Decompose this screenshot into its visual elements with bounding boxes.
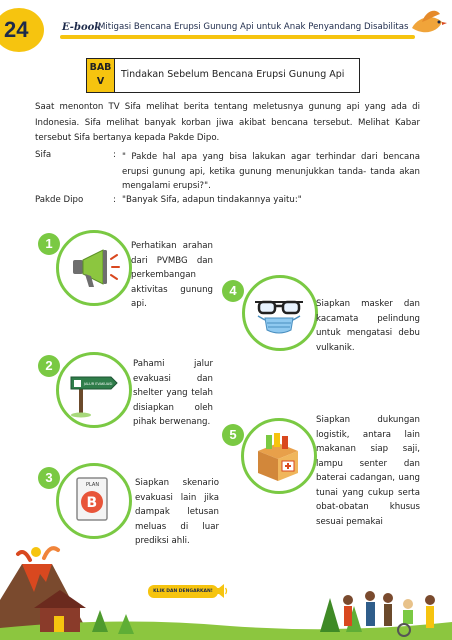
step-icon-ring xyxy=(56,463,132,539)
step-icon-ring xyxy=(56,352,132,428)
page-header xyxy=(0,0,452,58)
speaker-icon[interactable] xyxy=(214,583,228,599)
intro-paragraph: Saat menonton TV Sifa melihat berita tentang meletusnya gunung api yang ada di Indonesia. Sifa melihat banyak korban jiwa akibat bencana tersebut. Melihat Kabar tersebut Sifa bertanya kepada Pakde Dipo. xyxy=(35,102,420,143)
supply-box-icon xyxy=(244,421,313,490)
step-number-badge: 1 xyxy=(38,233,60,255)
glasses-mask-icon xyxy=(245,278,314,347)
plan-label: PLAN xyxy=(86,482,100,488)
signpost-icon xyxy=(59,355,128,424)
book-title: Mitigasi Bencana Erupsi Gunung Api untuk Anak Penyandang Disabilitas xyxy=(98,22,409,32)
step-number-badge: 2 xyxy=(38,355,60,377)
step-icon-ring xyxy=(56,230,132,306)
dialogue-text: "Banyak Sifa, adapun tindakannya yaitu:" xyxy=(122,195,302,205)
sign-text: JALUR EVAKUASI xyxy=(84,382,113,386)
chapter-number-cell xyxy=(87,59,115,92)
bab-label: BAB xyxy=(89,62,112,73)
step-icon-ring xyxy=(242,275,318,351)
page-number: 24 xyxy=(4,17,29,42)
bird-icon xyxy=(408,6,448,42)
step-description: Perhatikan arahan dari PVMBG dan perkembangan aktivitas gunung api. xyxy=(131,241,213,309)
ebook-label: E-book xyxy=(62,22,102,33)
dialogue-text: " Pakde hal apa yang bisa lakukan agar terhindar dari bencana erupsi gunung api, ketika gunung menunjukkan tanda- tanda akan mengalami erupsi?". xyxy=(122,152,420,191)
step-number-badge: 4 xyxy=(222,280,244,302)
chapter-heading-box xyxy=(86,58,360,93)
dialogue-speaker: Pakde Dipo xyxy=(35,195,84,205)
listen-audio-button[interactable]: KLIK DAN DENGARKAN! xyxy=(148,585,218,598)
megaphone-icon xyxy=(59,233,128,302)
header-divider xyxy=(60,35,415,39)
step-description: Siapkan masker dan kacamata pelindung untuk mengatasi debu vulkanik. xyxy=(316,299,420,353)
step-description: Siapkan skenario evakuasi lain jika dampak letusan meluas di luar prediksi ahli. xyxy=(135,478,219,546)
step-description: Siapkan dukungan logistik, antara lain makanan siap saji, lampu senter dan baterai cadangan, uang tunai yang cukup serta obat-obatan khusus sesuai pemakai xyxy=(316,415,420,527)
step-number-badge: 5 xyxy=(222,424,244,446)
plan-b-icon xyxy=(59,466,128,535)
step-description: Pahami jalur evakuasi dan shelter yang telah disiapkan oleh pihak berwenang. xyxy=(133,359,213,427)
step-number-badge: 3 xyxy=(38,467,60,489)
step-icon-ring xyxy=(241,418,317,494)
svg-text:B: B xyxy=(86,495,98,511)
dialogue-colon: : xyxy=(113,150,116,160)
bab-number: V xyxy=(96,76,105,87)
dialogue-colon: : xyxy=(113,195,116,205)
chapter-title: Tindakan Sebelum Bencana Erupsi Gunung Api xyxy=(121,69,345,80)
dialogue-speaker: Sifa xyxy=(35,150,52,160)
